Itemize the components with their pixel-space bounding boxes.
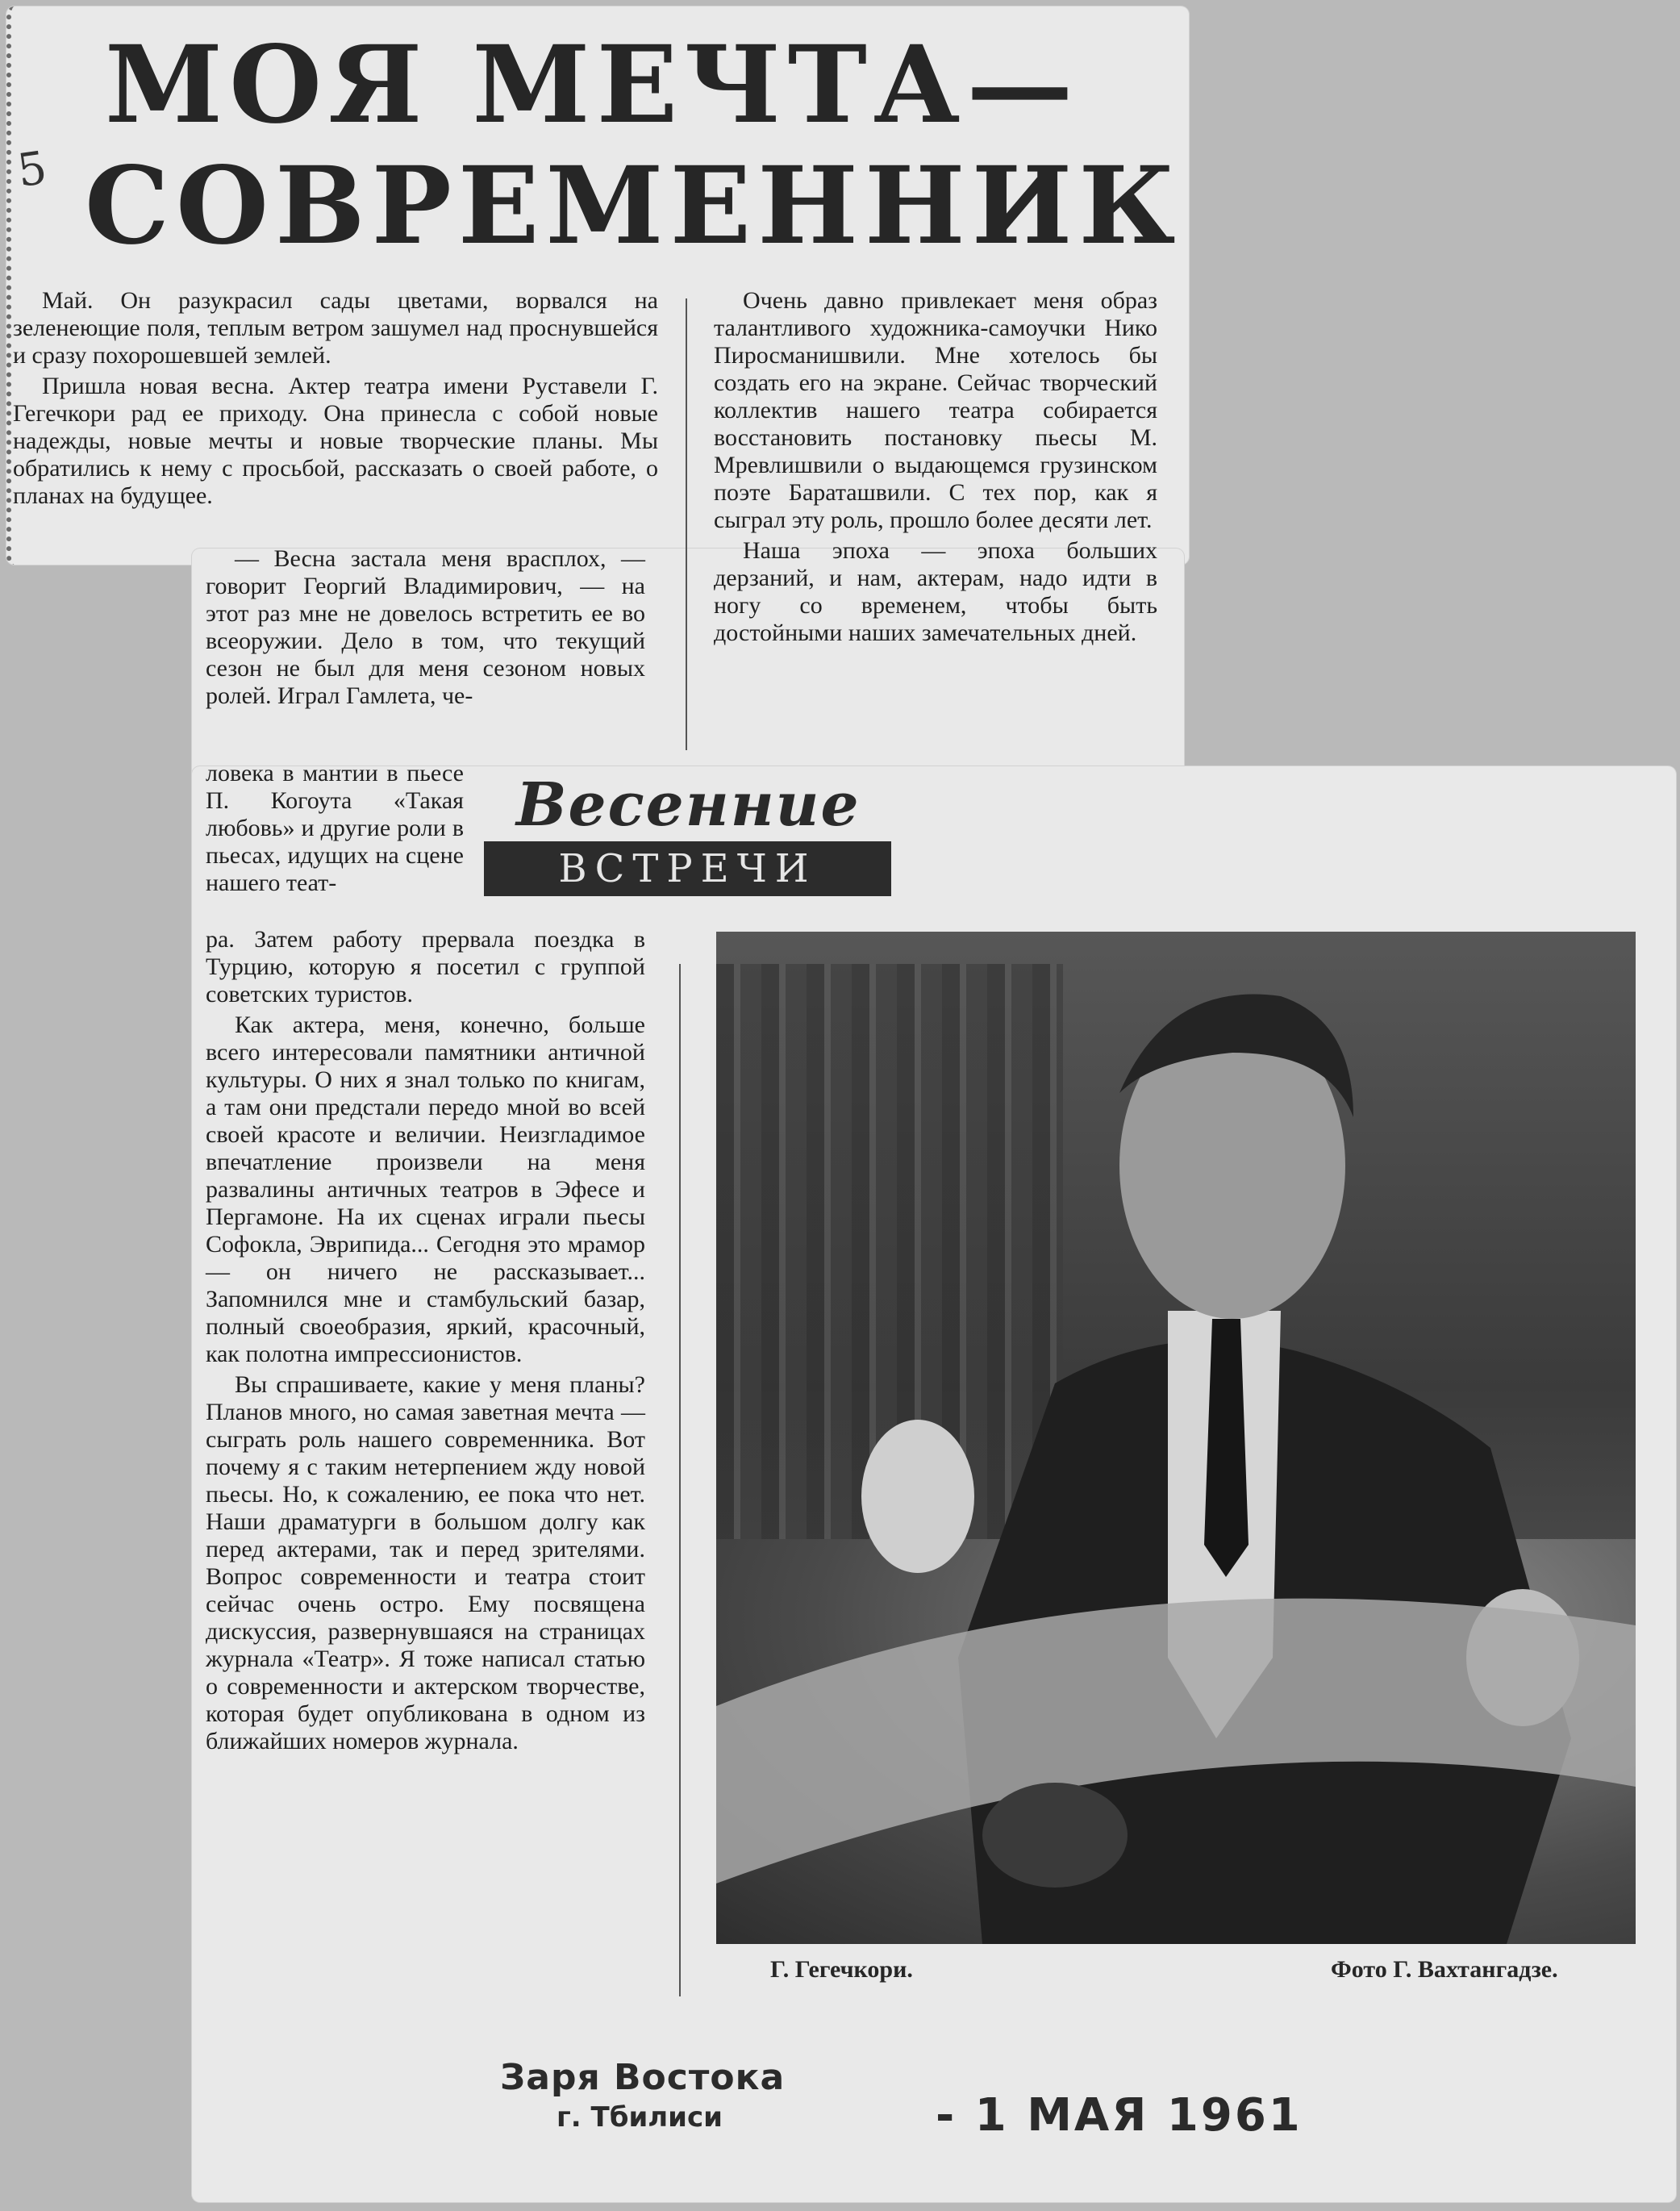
stamp-date: - 1 МАЯ 1961 — [936, 2089, 1303, 2142]
intro-paragraph-1: Май. Он разукрасил сады цветами, ворвался на зеленеющие поля, теплым ветром зашумел над проснувшейся и сразу похорошевшей землей. — [13, 287, 658, 369]
interview-column-narrow — [206, 760, 464, 900]
photo-figure-silhouette — [716, 932, 1636, 1944]
interview-paragraph-2: Как актера, меня, конечно, больше всего интересовали памятники античной культуры. О них я знал только по книгам, а там они предстали передо мной во всей своей красоте и величии. Неизгладимое впечатление произвели на меня развалины античных театров в Эфесе и Пергамоне. На их сценах играли пьесы Софокла, Эврипида... Сегодня это мрамор — он ничего не рассказывает... Запомнился мне и стамбульский базар, полный своеобразия, яркий, красочный, как полотна импрессионистов. — [206, 1012, 645, 1367]
intro-column — [13, 287, 658, 513]
headline-line-1: МОЯ МЕЧТА— — [105, 23, 1080, 148]
margin-handwritten-mark: 5 — [14, 141, 50, 198]
stamp-newspaper-name: Заря Востока — [500, 2057, 786, 2098]
interview-column-upper — [206, 545, 645, 713]
interview-paragraph-3: Вы спрашиваете, какие у меня планы? Планов много, но самая заветная мечта — сыграть роль нашего современника. Вот почему я с таким нетерпением жду новой пьесы. Но, к сожалению, ее пока что нет. Наши драматурги в большом долгу как перед актерами, так и перед зрителями. Вопрос современности и театра стоит сейчас очень остро. Ему посвящена дискуссия, развернувшаяся на страницах журнала «Театр». Я тоже написал статью о современности и актерском творчестве, которая будет опубликована в одном из ближайших номеров журнала. — [206, 1371, 645, 1754]
interview-column-lower — [206, 926, 645, 1758]
rubric-band-title: ВСТРЕЧИ — [484, 841, 891, 896]
rubric-script-title: Весенние — [516, 770, 861, 840]
intro-paragraph-2: Пришла новая весна. Актер театра имени Руставели Г. Гегечкори рад ее приходу. Она принесла с собой новые надежды, новые мечты и новые творческие планы. Мы обратились к нему с просьбой, рассказать о своей работе, о планах на будущее. — [13, 373, 658, 509]
portrait-photo — [716, 932, 1636, 1944]
photo-caption-credit: Фото Г. Вахтангадзе. — [1331, 1956, 1558, 1983]
stamp-city: г. Тбилиси — [557, 2101, 723, 2134]
column-rule-lower — [679, 964, 681, 1996]
right-column — [714, 287, 1157, 650]
headline-line-2: СОВРЕМЕННИК — [85, 144, 1182, 269]
interview-paragraph-1a: — Весна застала меня врасплох, — говорит Георгий Владимирович, — на этот раз мне не довелось встретить ее во всеоружии. Дело в том, что текущий сезон не был для меня сезоном новых ролей. Играл Гамлета, че- — [206, 545, 645, 709]
rubric-spring-meetings — [484, 770, 891, 899]
photo-caption-subject: Г. Гегечкори. — [770, 1956, 913, 1983]
interview-paragraph-1b: ловека в мантии в пьесе П. Когоута «Такая любовь» и другие роли в пьесах, идущих на сцене нашего теат- — [206, 760, 464, 896]
right-paragraph-1: Очень давно привлекает меня образ талантливого художника-самоучки Нико Пиросманишвили. Мне хотелось бы создать его на экране. Сейчас творческий коллектив нашего театра собирается восстановить постановку пьесы М. Мревлишвили о выдающемся грузинском поэте Бараташвили. С тех пор, как я сыграл эту роль, прошло более десяти лет. — [714, 287, 1157, 533]
column-rule-top — [686, 298, 687, 750]
interview-paragraph-1c: ра. Затем работу прервала поездка в Турцию, которую я посетил с группой советских туристов. — [206, 926, 645, 1007]
right-paragraph-2: Наша эпоха — эпоха больших дерзаний, и нам, актерам, надо идти в ногу со временем, чтобы быть достойными наших замечательных дней. — [714, 537, 1157, 646]
